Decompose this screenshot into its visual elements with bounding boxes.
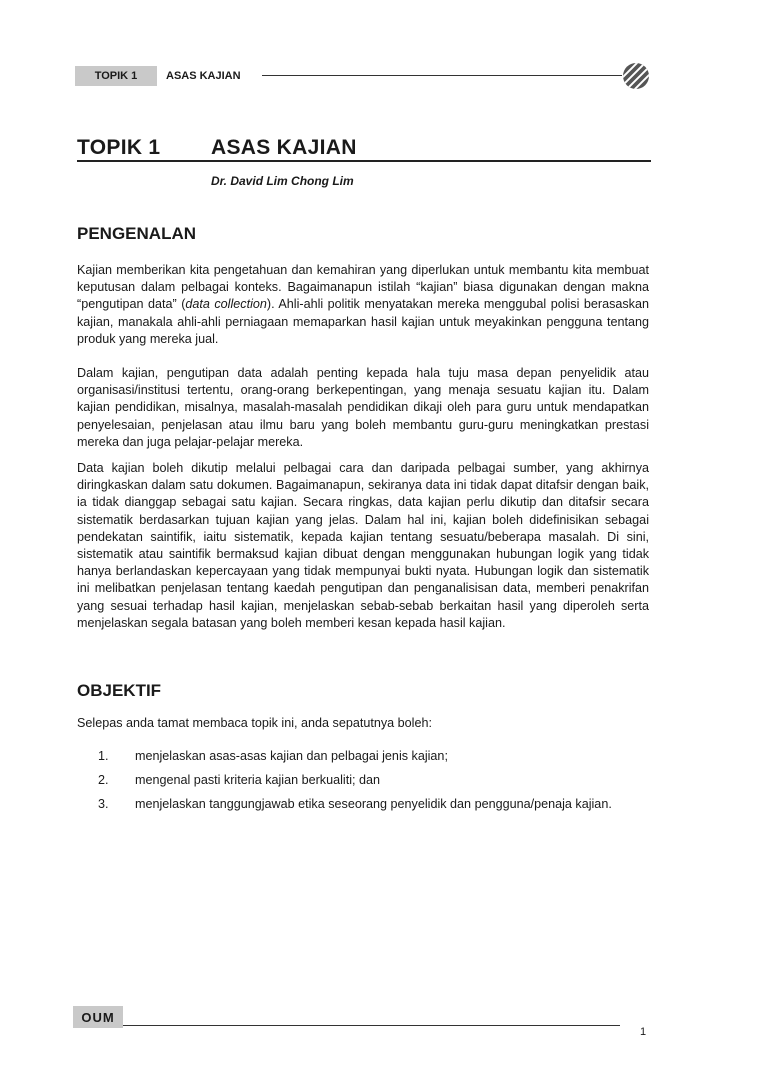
objectives-list: [77, 748, 657, 821]
section-heading-introduction: PENGENALAN: [77, 224, 197, 243]
header-rule: [262, 75, 622, 76]
list-item: [77, 748, 657, 765]
section-heading-objectives: OBJEKTIF: [77, 681, 162, 700]
intro-paragraph-2: Dalam kajian, pengutipan data adalah penting kepada hala tuju masa depan penyelidik atau organisasi/institusi tertentu, orang-orang berkepentingan, yang menaja sesuatu kajian itu. Dalam kajian pendidikan, misalnya, masalah-masalah pendidikan dikaji oleh para guru untuk mendapatkan penyelesaian, penjelasan atau ilmu baru yang boleh membantu guru-guru meningkatkan prestasi mereka dan juga pelajar-pelajar mereka.: [77, 366, 649, 449]
list-item: [77, 796, 657, 813]
footer-rule: [123, 1025, 620, 1026]
intro-paragraph-3: Data kajian boleh dikutip melalui pelbagai cara dan daripada pelbagai sumber, yang akhirnya diringkaskan dalam satu dokumen. Bagaimanapun, sekiranya data ini tidak dapat ditafsir dengan baik, ia tidak dianggap sebagai satu kajian. Secara ringkas, data kajian perlu dikutip dan ditafsir secara sistematik berdasarkan tujuan kajian yang jelas. Dalam hal ini, kajian boleh didefinisikan sebagai pendekatan saintifik, iaitu sistematik, kepada kajian tentang sesuatu/beberapa masalah. Di sini, sistematik atau saintifik bermaksud kajian dibuat dengan menggunakan hubungan logik yang tidak hanya berlandaskan kepercayaan yang tidak mempunyai bukti nyata. Hubungan logik dan sistematik ini melibatkan penjelasan tentang kaedah pengutipan dan penganalisisan data, memberi penakrifan yang sesuai terhadap hasil kajian, menjelaskan sebab-sebab berkaitan hasil yang diperoleh serta menjelaskan segala batasan yang boleh memberi kesan kepada hasil kajian.: [77, 461, 649, 630]
topic-number: TOPIK 1: [77, 136, 161, 159]
author-name: Dr. David Lim Chong Lim: [211, 174, 354, 188]
list-item-text: menjelaskan asas-asas kajian dan pelbagai jenis kajian;: [135, 749, 448, 763]
page-number: 1: [640, 1026, 647, 1038]
topic-title: ASAS KAJIAN: [211, 136, 357, 159]
list-item-text: menjelaskan tanggungjawab etika seseorang penyelidik dan pengguna/penaja kajian.: [135, 797, 612, 812]
list-item-number: 3.: [98, 797, 109, 812]
striped-globe-icon: [620, 60, 652, 92]
footer-brand-label: OUM: [73, 1006, 123, 1028]
intro-paragraph-1: Kajian memberikan kita pengetahuan dan kemahiran yang diperlukan untuk membantu kita membuat keputusan dalam pelbagai konteks. Bagaimanapun istilah “kajian” biasa digunakan dengan makna “pengutipan data” (data collection). Ahli-ahli politik menyatakan mereka menggubal polisi berasaskan kajian, manakala ahli-ahli perniagaan memaparkan hasil kajian untuk meyakinkan pengguna tentang produk yang mereka jual.: [77, 263, 649, 346]
header-topic-tab: TOPIK 1: [75, 66, 157, 86]
list-item: [77, 772, 657, 789]
list-item-number: 2.: [98, 773, 109, 788]
objectives-lead: Selepas anda tamat membaca topik ini, anda sepatutnya boleh:: [77, 716, 432, 730]
header-title: ASAS KAJIAN: [166, 70, 241, 82]
title-rule: [77, 160, 651, 162]
list-item-number: 1.: [98, 749, 109, 763]
list-item-text: mengenal pasti kriteria kajian berkualiti; dan: [135, 773, 381, 788]
